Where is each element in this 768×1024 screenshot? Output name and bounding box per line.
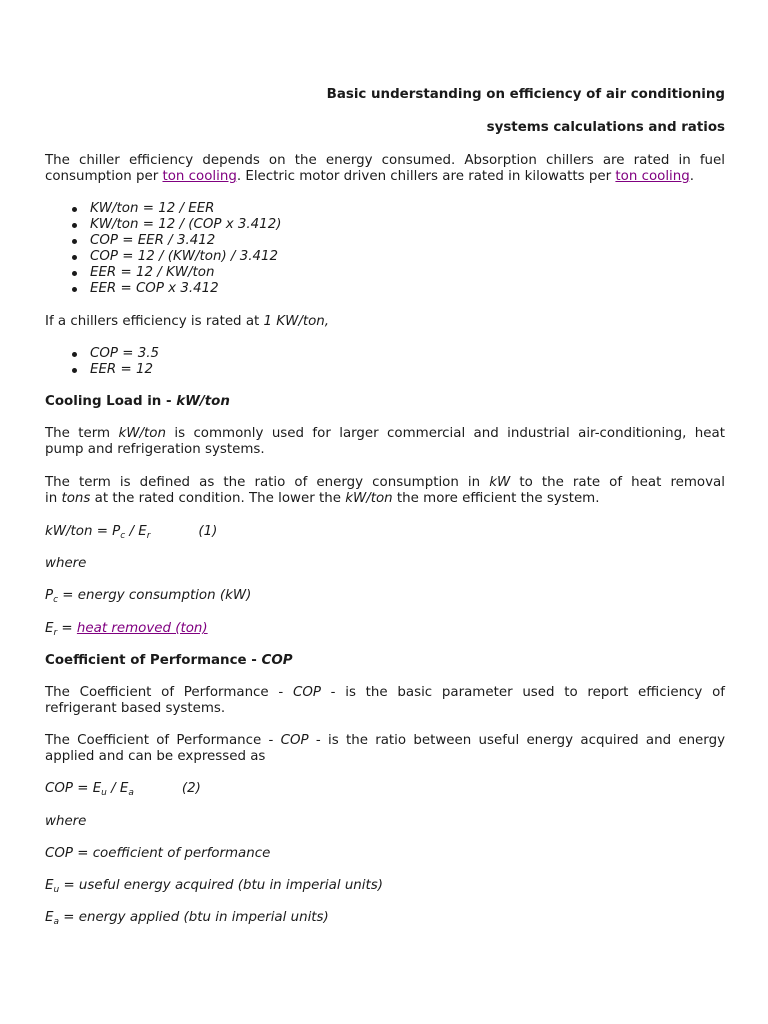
ton-cooling-link-2[interactable]: ton cooling — [615, 169, 690, 184]
symbol-subscript: r — [53, 628, 58, 638]
list-item — [45, 201, 281, 217]
symbol-text: E — [45, 878, 54, 893]
paragraph-term: kW/ton — [345, 491, 393, 506]
rated-value-text: EER = 12 — [90, 362, 153, 377]
formula-text: EER = 12 / KW/ton — [90, 265, 215, 280]
paragraph-term: kW — [489, 475, 511, 490]
cop-paragraph-1-line-1 — [45, 685, 725, 701]
paragraph-text: - is the basic parameter used to report efficiency of — [320, 685, 725, 700]
definition-paragraph-line-2 — [45, 491, 600, 507]
paragraph-text: The term — [45, 426, 119, 441]
equation-text: COP = E — [45, 781, 102, 796]
list-item — [45, 362, 159, 378]
equation-subscript: r — [146, 531, 151, 541]
equation-text: kW/ton = P — [45, 524, 121, 539]
definition-text: = useful energy acquired (btu in imperial units) — [59, 878, 383, 893]
paragraph-term: kW/ton — [118, 426, 166, 441]
symbol-subscript: u — [53, 885, 60, 895]
bullet-icon — [72, 271, 77, 276]
list-item — [45, 281, 281, 297]
title-line-1: Basic understanding on efficiency of air conditioning — [326, 87, 725, 102]
intro-text: . Electric motor driven chillers are rated in kilowatts per — [236, 169, 616, 184]
paragraph-text: The Coefficient of Performance - — [45, 733, 281, 748]
bullet-icon — [72, 207, 77, 212]
bullet-icon — [72, 239, 77, 244]
formula-text: COP = EER / 3.412 — [90, 233, 216, 248]
rated-text: If a chillers efficiency is rated at — [45, 314, 264, 329]
formula-text: KW/ton = 12 / EER — [90, 201, 215, 216]
intro-text: . — [689, 169, 695, 184]
title-line-2: systems calculations and ratios — [486, 120, 725, 135]
paragraph-text: The Coefficient of Performance - — [45, 685, 293, 700]
list-item — [45, 265, 281, 281]
definition-cop: COP = coefficient of performance — [45, 846, 271, 861]
symbol-text: P — [45, 588, 54, 603]
equation-number: (2) — [181, 781, 201, 796]
equation-1 — [45, 524, 217, 540]
kwton-paragraph-line-2: pump and refrigeration systems. — [45, 442, 265, 457]
paragraph-text: The term is defined as the ratio of energy consumption in — [45, 475, 490, 490]
paragraph-text: - is the ratio between useful energy acquired and energy — [308, 733, 725, 748]
list-item — [45, 249, 281, 265]
rated-values-list — [45, 346, 159, 378]
definition-text: = energy consumption (kW) — [58, 588, 252, 603]
equation-subscript: c — [120, 531, 126, 541]
definition-ea — [45, 910, 329, 926]
symbol-subscript: a — [53, 917, 59, 927]
definition-er — [45, 621, 208, 637]
heading-unit: kW/ton — [176, 394, 230, 409]
definition-paragraph-line-1 — [45, 475, 725, 491]
symbol-text: E — [45, 910, 54, 925]
paragraph-text: at the rated condition. The lower the — [90, 491, 346, 506]
cop-paragraph-1-line-2: refrigerant based systems. — [45, 701, 226, 716]
bullet-icon — [72, 223, 77, 228]
section-heading-cop — [45, 653, 293, 669]
equation-2 — [45, 781, 201, 797]
rated-value-text: COP = 3.5 — [90, 346, 159, 361]
list-item — [45, 217, 281, 233]
bullet-icon — [72, 352, 77, 357]
symbol-text: E — [45, 621, 54, 636]
equation-subscript: u — [101, 788, 107, 798]
bullet-icon — [72, 287, 77, 292]
symbol-subscript: c — [53, 595, 59, 605]
heading-text: Cooling Load in - — [45, 394, 177, 409]
heading-abbrev: COP — [261, 653, 293, 668]
equation-number: (1) — [198, 524, 218, 539]
section-heading-cooling-load — [45, 394, 230, 410]
where-label: where — [45, 814, 87, 829]
ton-cooling-link-1[interactable]: ton cooling — [162, 169, 237, 184]
bullet-icon — [72, 368, 77, 373]
bullet-icon — [72, 255, 77, 260]
heat-removed-link[interactable]: heat removed (ton) — [76, 621, 208, 636]
formula-text: EER = COP x 3.412 — [90, 281, 219, 296]
equation-subscript: a — [128, 788, 134, 798]
intro-line-1: The chiller efficiency depends on the energy consumed. Absorption chillers are rated in fuel — [45, 153, 725, 168]
list-item — [45, 346, 159, 362]
heading-text: Coefficient of Performance - — [45, 653, 262, 668]
rated-value: 1 KW/ton, — [263, 314, 330, 329]
formula-list — [45, 201, 281, 297]
list-item — [45, 233, 281, 249]
formula-text: COP = 12 / (KW/ton) / 3.412 — [90, 249, 279, 264]
definition-eu — [45, 878, 383, 894]
where-label: where — [45, 556, 87, 571]
paragraph-text: the more efficient the system. — [392, 491, 600, 506]
cop-paragraph-2-line-2: applied and can be expressed as — [45, 749, 266, 764]
kwton-paragraph-line-1 — [45, 426, 725, 442]
cop-paragraph-2-line-1 — [45, 733, 725, 749]
paragraph-term: COP — [280, 733, 309, 748]
definition-text: = — [57, 621, 77, 636]
rated-sentence — [45, 314, 329, 330]
definition-text: = energy applied (btu in imperial units) — [58, 910, 329, 925]
paragraph-term: tons — [61, 491, 91, 506]
intro-text: consumption per — [45, 169, 163, 184]
definition-pc — [45, 588, 251, 604]
paragraph-text: to the rate of heat removal — [510, 475, 725, 490]
equation-text: / E — [106, 781, 129, 796]
formula-text: KW/ton = 12 / (COP x 3.412) — [90, 217, 282, 232]
paragraph-text: in — [45, 491, 62, 506]
equation-text: / E — [125, 524, 147, 539]
paragraph-term: COP — [292, 685, 321, 700]
paragraph-text: is commonly used for larger commercial and industrial air-conditioning, heat — [165, 426, 725, 441]
intro-line-2 — [45, 169, 694, 185]
